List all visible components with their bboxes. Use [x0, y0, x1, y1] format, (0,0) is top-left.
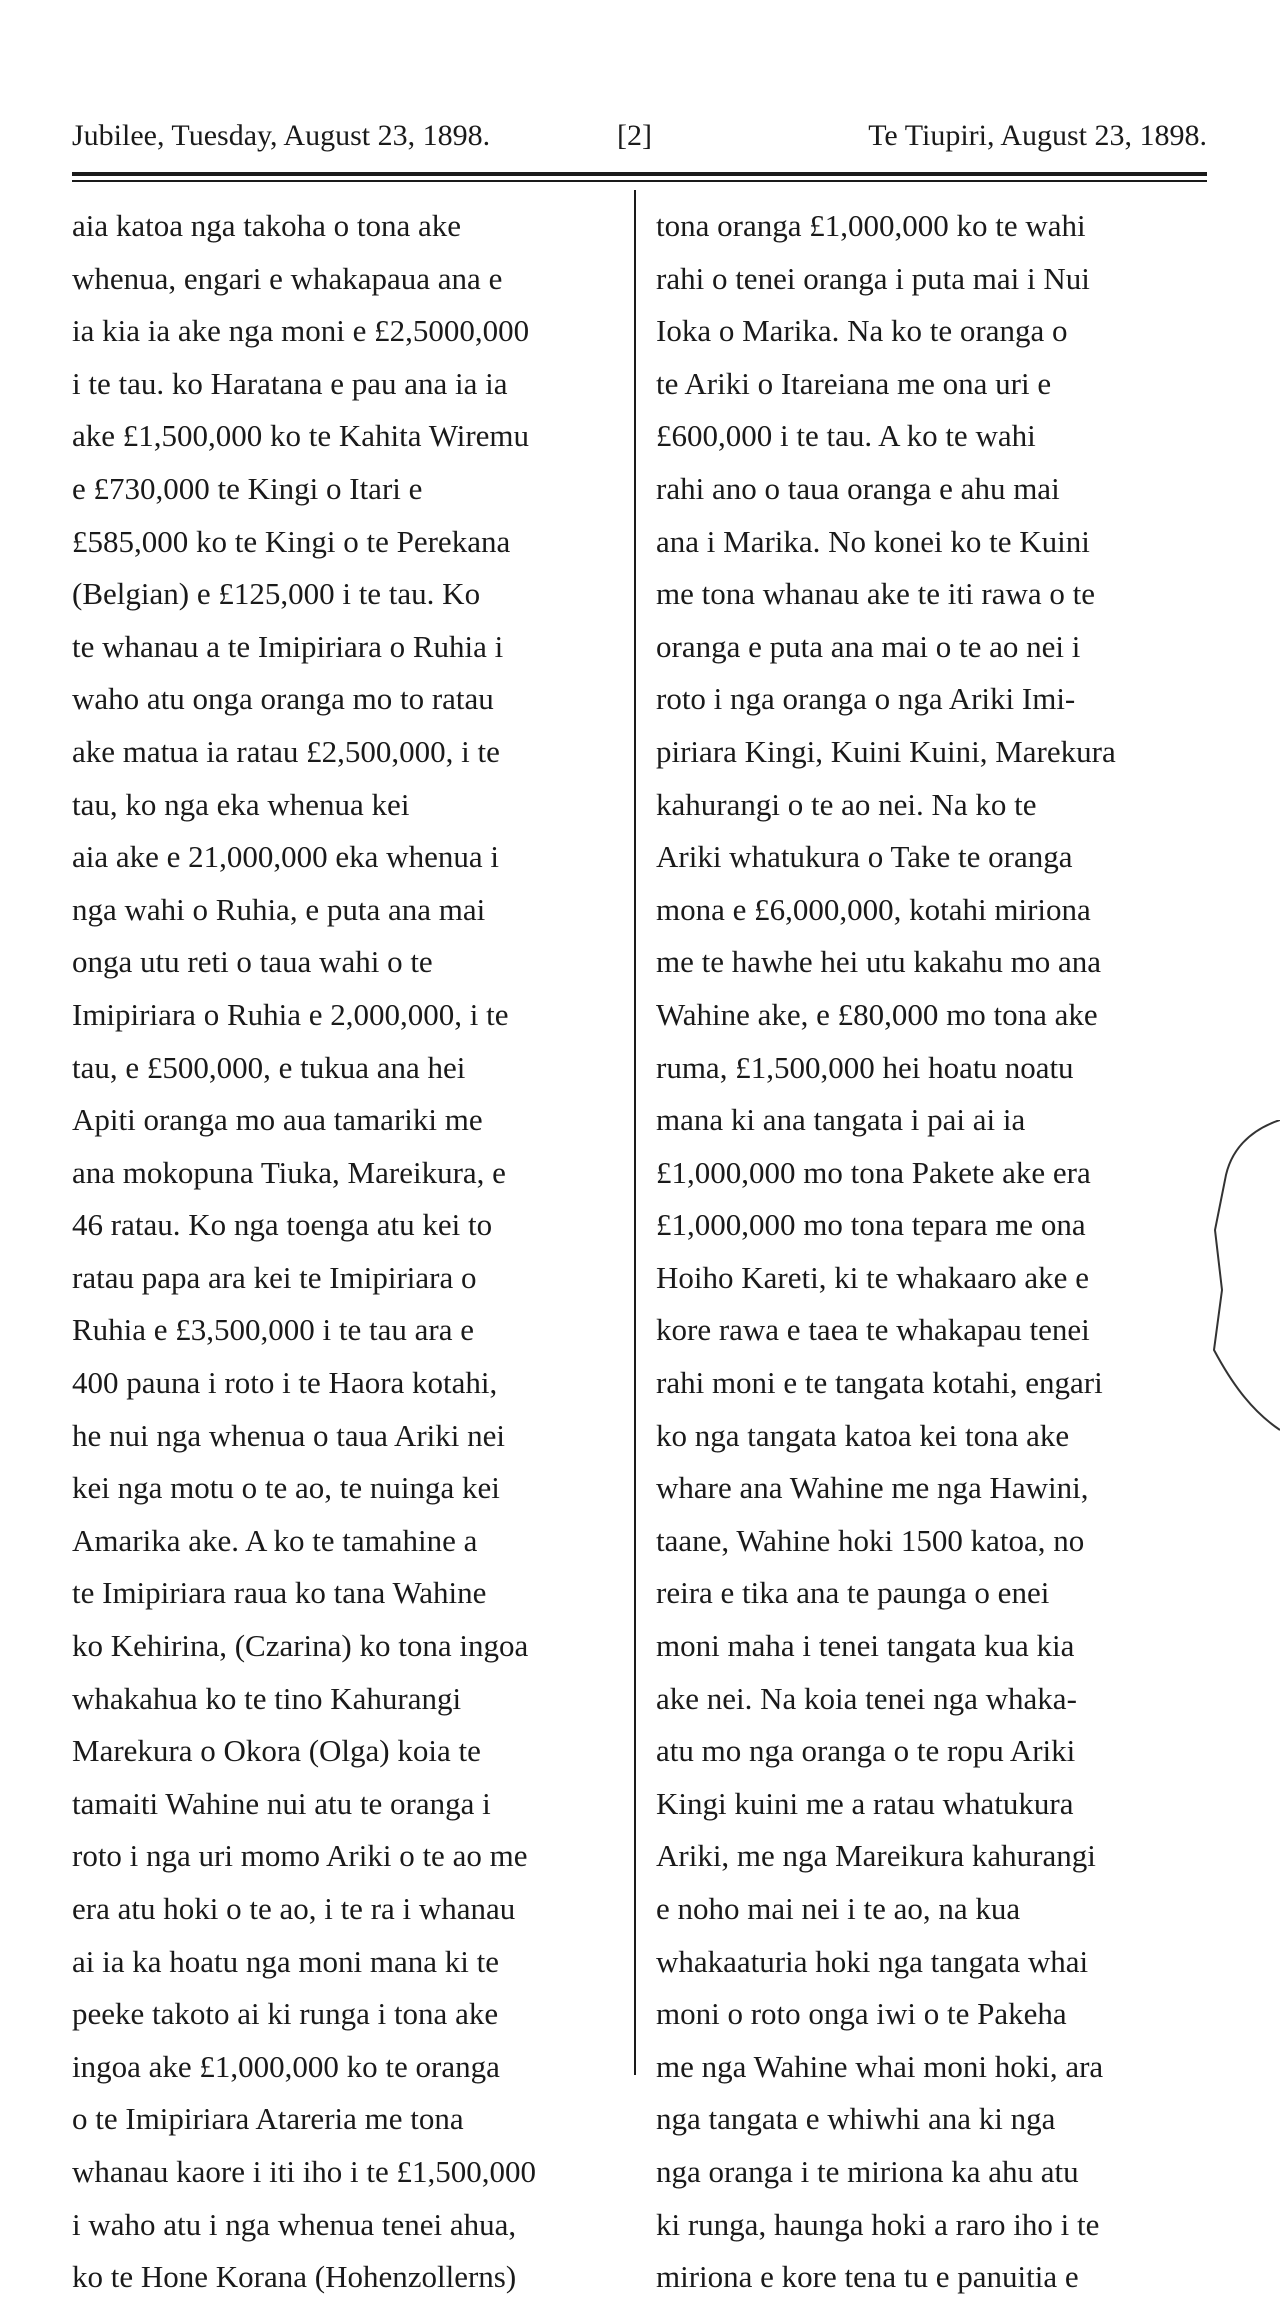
right-column-line: Ariki whatukura o Take te oranga	[656, 839, 1073, 875]
left-column-line: ko te Hone Korana (Hohenzollerns)	[72, 2259, 517, 2295]
right-column-line: me te hawhe hei utu kakahu mo ana	[656, 944, 1102, 980]
right-column-line: ruma, £1,500,000 hei hoatu noatu	[656, 1049, 1074, 1085]
left-column-line: te Imipiriara raua ko tana Wahine	[72, 1575, 487, 1611]
left-column-line: ake £1,500,000 ko te Kahita Wiremu	[72, 418, 530, 454]
page-tear-mark	[1210, 1120, 1280, 1440]
right-column-line: Kingi kuini me a ratau whatukura	[656, 1785, 1074, 1821]
right-column-line: piriara Kingi, Kuini Kuini, Marekura	[656, 733, 1116, 769]
left-column-line: tamaiti Wahine nui atu te oranga i	[72, 1785, 491, 1821]
left-column-line: ia kia ia ake nga moni e £2,5000,000	[72, 313, 530, 349]
left-column-line: 400 pauna i roto i te Haora kotahi,	[72, 1365, 498, 1401]
left-column-line: aia ake e 21,000,000 eka whenua i	[72, 839, 499, 875]
page-number: [2]	[617, 119, 652, 152]
left-column-line: tau, e £500,000, e tukua ana hei	[72, 1049, 466, 1085]
header-rule-thin	[72, 180, 1207, 182]
left-column-line: i te tau. ko Haratana e pau ana ia ia	[72, 365, 508, 401]
right-column-line: £1,000,000 mo tona Pakete ake era	[656, 1154, 1091, 1190]
right-column-line: Wahine ake, e £80,000 mo tona ake	[656, 996, 1098, 1032]
left-column-line: ake matua ia ratau £2,500,000, i te	[72, 733, 500, 769]
right-column-line: miriona e kore tena tu e panuitia e	[656, 2259, 1079, 2295]
left-column-line: ana mokopuna Tiuka, Mareikura, e	[72, 1154, 506, 1190]
left-column-line: peeke takoto ai ki runga i tona ake	[72, 1996, 499, 2032]
right-column-line: atu mo nga oranga o te ropu Ariki	[656, 1733, 1076, 1769]
right-column-line: taane, Wahine hoki 1500 katoa, no	[656, 1522, 1085, 1558]
left-column-line: era atu hoki o te ao, i te ra i whanau	[72, 1891, 516, 1926]
left-column-line: onga utu reti o taua wahi o te	[72, 944, 433, 980]
right-column-line: reira e tika ana te paunga o enei	[656, 1575, 1050, 1611]
header-rule-thick	[72, 172, 1207, 176]
left-column-line: Imipiriara o Ruhia e 2,000,000, i te	[72, 996, 509, 1032]
right-column-line: rahi ano o taua oranga e ahu mai	[656, 470, 1060, 506]
left-column-line: ai ia ka hoatu nga moni mana ki te	[72, 1943, 499, 1979]
left-column-line: £585,000 ko te Kingi o te Perekana	[72, 523, 511, 559]
right-column-line: rahi o tenei oranga i puta mai i Nui	[656, 260, 1090, 296]
right-column-line: nga tangata e whiwhi ana ki nga	[656, 2101, 1056, 2137]
right-column-line: ana i Marika. No konei ko te Kuini	[656, 523, 1090, 559]
left-column-line: i waho atu i nga whenua tenei ahua,	[72, 2206, 517, 2242]
left-column-line: aia katoa nga takoha o tona ake	[72, 208, 462, 243]
right-column-line: roto i nga oranga o nga Ariki Imi-	[656, 681, 1076, 717]
left-column-line: whanau kaore i iti iho i te £1,500,000	[72, 2153, 537, 2189]
left-column-line: Apiti oranga mo aua tamariki me	[72, 1102, 483, 1138]
right-column-line: nga oranga i te miriona ka ahu atu	[656, 2153, 1079, 2189]
left-column-line: o te Imipiriara Atareria me tona	[72, 2101, 464, 2137]
left-column-line: waho atu onga oranga mo to ratau	[72, 681, 494, 717]
right-column-line: moni maha i tenei tangata kua kia	[656, 1628, 1075, 1664]
left-column-line: he nui nga whenua o taua Ariki nei	[72, 1417, 506, 1453]
left-column-line: tau, ko nga eka whenua kei	[72, 786, 410, 822]
left-column-line: Amarika ake. A ko te tamahine a	[72, 1522, 478, 1558]
right-column-line: rahi moni e te tangata kotahi, engari	[656, 1365, 1103, 1401]
left-column-line: ingoa ake £1,000,000 ko te oranga	[72, 2048, 500, 2084]
page-header	[72, 112, 1207, 160]
right-column-line: moni o roto onga iwi o te Pakeha	[656, 1996, 1067, 2032]
right-column-line: tona oranga £1,000,000 ko te wahi	[656, 208, 1086, 243]
right-column-line: whakaaturia hoki nga tangata whai	[656, 1943, 1089, 1979]
right-column-line: mona e £6,000,000, kotahi miriona	[656, 891, 1091, 927]
left-column-line: ko Kehirina, (Czarina) ko tona ingoa	[72, 1628, 529, 1664]
column-divider	[634, 190, 636, 2075]
right-column-line: £1,000,000 mo tona tepara me ona	[656, 1207, 1086, 1243]
left-column-line: 46 ratau. Ko nga toenga atu kei to	[72, 1207, 493, 1243]
right-column-line: me tona whanau ake te iti rawa o te	[656, 576, 1095, 612]
left-column-line: roto i nga uri momo Ariki o te ao me	[72, 1838, 528, 1874]
right-column-line: ake nei. Na koia tenei nga whaka-	[656, 1680, 1077, 1716]
left-column-line: (Belgian) e £125,000 i te tau. Ko	[72, 576, 481, 612]
left-column	[72, 200, 612, 2304]
right-column-line: oranga e puta ana mai o te ao nei i	[656, 628, 1081, 664]
left-column-line: kei nga motu o te ao, te nuinga kei	[72, 1470, 500, 1506]
left-column-line: whakahua ko te tino Kahurangi	[72, 1680, 462, 1716]
left-column-line: nga wahi o Ruhia, e puta ana mai	[72, 891, 486, 927]
right-column-line: Ioka o Marika. Na ko te oranga o	[656, 313, 1068, 349]
right-column-line: Ariki, me nga Mareikura kahurangi	[656, 1838, 1096, 1874]
header-right-dateline: Te Tiupiri, August 23, 1898.	[868, 119, 1207, 152]
right-column-line: e noho mai nei i te ao, na kua	[656, 1891, 1021, 1926]
right-column-line: te Ariki o Itareiana me ona uri e	[656, 365, 1052, 401]
left-column-line: Marekura o Okora (Olga) koia te	[72, 1733, 481, 1769]
left-column-line: ratau papa ara kei te Imipiriara o	[72, 1259, 477, 1295]
right-column-line: ko nga tangata katoa kei tona ake	[656, 1417, 1070, 1453]
right-column-line: whare ana Wahine me nga Hawini,	[656, 1470, 1089, 1506]
right-column-line: ki runga, haunga hoki a raro iho i te	[656, 2206, 1100, 2242]
left-column-line: e £730,000 te Kingi o Itari e	[72, 470, 423, 506]
left-column-line: whenua, engari e whakapaua ana e	[72, 260, 503, 296]
right-column-line: kore rawa e taea te whakapau tenei	[656, 1312, 1090, 1348]
right-column	[656, 200, 1206, 2304]
left-column-line: te whanau a te Imipiriara o Ruhia i	[72, 628, 504, 664]
right-column-line: me nga Wahine whai moni hoki, ara	[656, 2048, 1104, 2084]
left-column-line: Ruhia e £3,500,000 i te tau ara e	[72, 1312, 475, 1348]
right-column-line: Hoiho Kareti, ki te whakaaro ake e	[656, 1259, 1089, 1295]
right-column-line: £600,000 i te tau. A ko te wahi	[656, 418, 1036, 454]
header-left-dateline: Jubilee, Tuesday, August 23, 1898.	[72, 119, 491, 152]
right-column-line: kahurangi o te ao nei. Na ko te	[656, 786, 1037, 822]
right-column-line: mana ki ana tangata i pai ai ia	[656, 1102, 1026, 1138]
